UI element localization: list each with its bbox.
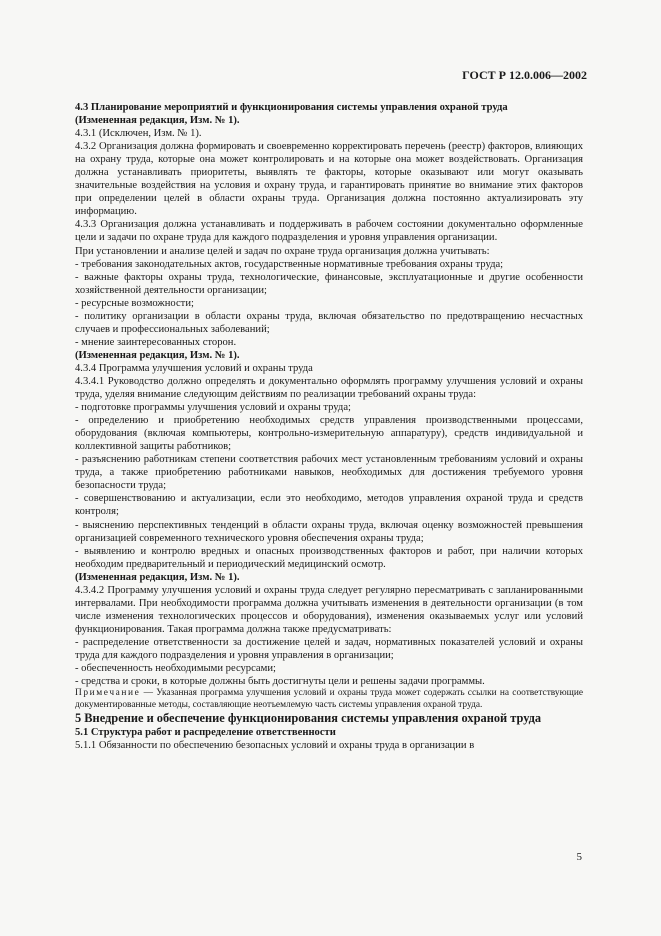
paragraph: 4.3.2 Организация должна формировать и своевременно корректировать перечень (реестр) факторов, влияющих на охрану труда, которые она может контролировать и на которые она может воздействовать. Организация должна устанавливать приоритеты, выявлять те факторы, которые оказывают или могут оказывать значительные воздействия на условия и охрану труда, и гарантировать принятие во внимание этих факторов при определении целей в области охраны труда. Организация должна постоянно актуализировать эту информацию. <box>75 141 583 218</box>
note-text: — Указанная программа улучшения условий и охраны труда может содержать ссылки на соответствующие документированные методы, составляющие неотъемлемую часть системы управления охраной труда. <box>75 688 583 710</box>
paragraph: - подготовке программы улучшения условий и охраны труда; <box>75 402 351 414</box>
paragraph: - распределение ответственности за достижение целей и задач, нормативных показателей условий и охраны труда для каждого подразделения и уровня управления в организации; <box>75 636 583 661</box>
section-5-title: 5 Внедрение и обеспечение функционирования системы управления охраной труда <box>75 711 542 726</box>
document-body <box>75 101 583 752</box>
section-5-1-title: 5.1 Структура работ и распределение ответственности <box>75 727 336 739</box>
paragraph: - обеспеченность необходимыми ресурсами; <box>75 663 276 675</box>
paragraph: 4.3.3 Организация должна устанавливать и поддерживать в рабочем состоянии документально оформленные цели и задачи по охране труда для каждого подразделения и уровня управления организации. <box>75 219 583 244</box>
paragraph: При установлении и анализе целей и задач по охране труда организация должна учитывать: <box>75 245 490 257</box>
paragraph: 4.3.4.1 Руководство должно определять и документально оформлять программу улучшения условий и охраны труда, уделяя внимание следующим действиям по реализации требований охраны труда: <box>75 375 583 401</box>
note-label: Примечание <box>75 688 141 699</box>
paragraph: - определению и приобретению необходимых средств управления производственными процессами, оборудования (включая компьютеры, контрольно-измерительную аппаратуру), средств индивидуальной и коллективной защиты работников; <box>75 415 583 453</box>
paragraph: - средства и сроки, в которые должны быть достигнуты цели и решены задачи программы. <box>75 676 485 688</box>
section-5-1-1-text: 5.1.1 Обязанности по обеспечению безопасных условий и охраны труда в организации в <box>75 740 475 752</box>
paragraph: - мнение заинтересованных сторон. <box>75 336 237 348</box>
paragraph: - важные факторы охраны труда, технологические, финансовые, эксплуатационные и другие особенности хозяйственной деятельности организации; <box>75 271 583 296</box>
paragraph: - выяснению перспективных тенденций в области охраны труда, включая оценку возможностей превышения организацией современного технического уровня обеспечения охраны труда; <box>75 519 583 544</box>
page-number: 5 <box>576 851 582 863</box>
paragraph: 4.3.1 (Исключен, Изм. № 1). <box>75 128 202 140</box>
document-id: ГОСТ Р 12.0.006—2002 <box>462 68 587 82</box>
paragraph: - совершенствованию и актуализации, если это необходимо, методов управления охраной труда и средств контроля; <box>75 493 583 518</box>
paragraph-list <box>75 101 583 688</box>
paragraph: - разъяснению работникам степени соответствия рабочих мест установленным требованиям условий и охраны труда, а также приобретению работниками навыков, необходимых для достижения требуемого уровня безопасности труда; <box>75 454 583 492</box>
paragraph: - требования законодательных актов, государственные нормативные требования охраны труда; <box>75 258 504 270</box>
paragraph: 4.3 Планирование мероприятий и функционирования системы управления охраной труда <box>75 102 508 113</box>
paragraph: - ресурсные возможности; <box>75 297 194 309</box>
paragraph: - выявлению и контролю вредных и опасных производственных факторов и работ, при наличии которых необходим предварительный и периодический медицинский осмотр. <box>75 545 583 570</box>
note <box>75 688 583 711</box>
paragraph: (Измененная редакция, Изм. № 1). <box>75 571 240 583</box>
paragraph: - политику организации в области охраны труда, включая обязательство по предотвращению несчастных случаев и профессиональных заболеваний; <box>75 310 583 335</box>
paragraph: (Измененная редакция, Изм. № 1). <box>75 115 240 127</box>
paragraph: 4.3.4 Программа улучшения условий и охраны труда <box>75 362 313 374</box>
paragraph: (Измененная редакция, Изм. № 1). <box>75 349 240 361</box>
paragraph: 4.3.4.2 Программу улучшения условий и охраны труда следует регулярно пересматривать с запланированными интервалами. При необходимости программа должна учитывать изменения в деятельности организации (в том числе изменения технологических процессов и оборудования), изменения оказываемых услуг или условий функционирования. Такая программа должна также предусматривать: <box>75 584 583 635</box>
